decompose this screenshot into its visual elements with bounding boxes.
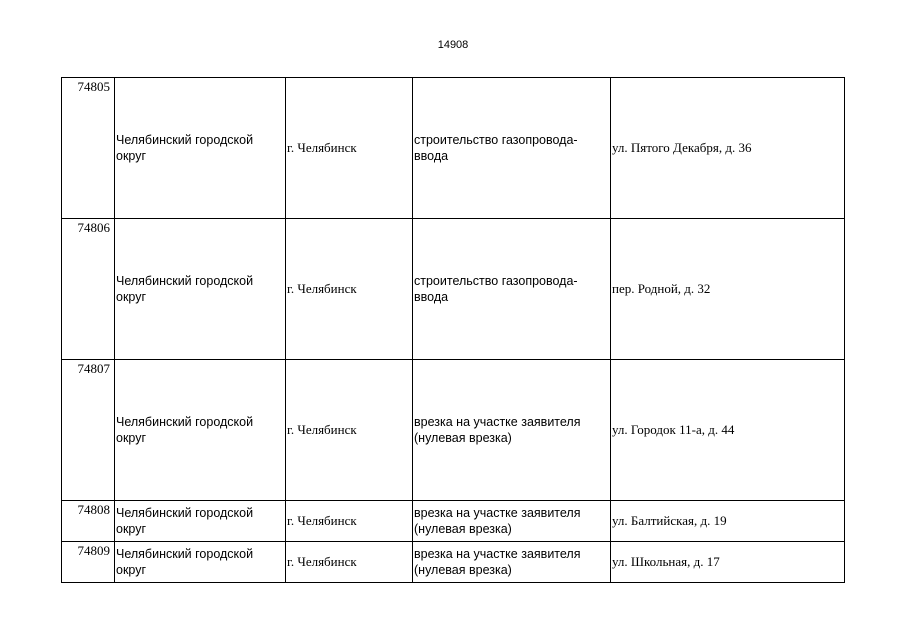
- row-id-cell: 74809: [62, 542, 115, 583]
- table-row: [62, 78, 845, 219]
- work-type-cell: врезка на участке заявителя (нулевая врезка): [413, 542, 611, 583]
- work-type-cell: врезка на участке заявителя (нулевая врезка): [413, 360, 611, 501]
- page-number: 14908: [437, 39, 469, 51]
- locality-cell: г. Челябинск: [286, 501, 413, 542]
- registry-table: [61, 77, 845, 583]
- address-cell: ул. Городок 11-а, д. 44: [611, 360, 845, 501]
- municipality-cell: Челябинский городской округ: [115, 360, 286, 501]
- locality-cell: г. Челябинск: [286, 219, 413, 360]
- municipality-cell: Челябинский городской округ: [115, 501, 286, 542]
- municipality-cell: Челябинский городской округ: [115, 78, 286, 219]
- table-row: [62, 542, 845, 583]
- table-row: [62, 360, 845, 501]
- row-id-cell: 74805: [62, 78, 115, 219]
- work-type-cell: строительство газопровода-ввода: [413, 78, 611, 219]
- address-cell: ул. Балтийская, д. 19: [611, 501, 845, 542]
- table-row: [62, 501, 845, 542]
- locality-cell: г. Челябинск: [286, 542, 413, 583]
- table-row: [62, 219, 845, 360]
- row-id-cell: 74807: [62, 360, 115, 501]
- municipality-cell: Челябинский городской округ: [115, 219, 286, 360]
- municipality-cell: Челябинский городской округ: [115, 542, 286, 583]
- row-id-cell: 74806: [62, 219, 115, 360]
- address-cell: ул. Пятого Декабря, д. 36: [611, 78, 845, 219]
- work-type-cell: врезка на участке заявителя (нулевая врезка): [413, 501, 611, 542]
- address-cell: ул. Школьная, д. 17: [611, 542, 845, 583]
- locality-cell: г. Челябинск: [286, 360, 413, 501]
- work-type-cell: строительство газопровода-ввода: [413, 219, 611, 360]
- locality-cell: г. Челябинск: [286, 78, 413, 219]
- row-id-cell: 74808: [62, 501, 115, 542]
- address-cell: пер. Родной, д. 32: [611, 219, 845, 360]
